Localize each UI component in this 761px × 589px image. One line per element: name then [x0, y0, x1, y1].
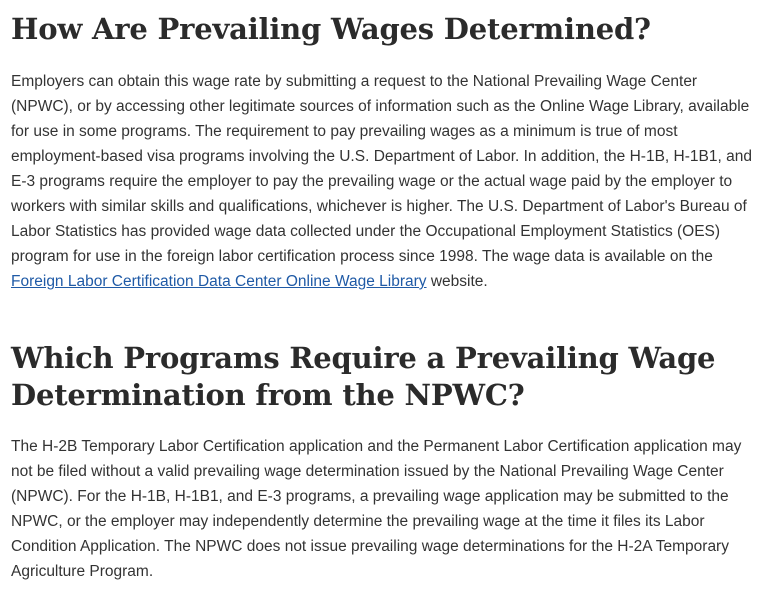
section-heading-npwc-programs: Which Programs Require a Prevailing Wage Determination from the NPWC? — [11, 341, 716, 412]
section-paragraph-npwc-programs: The H-2B Temporary Labor Certification application and the Permanent Labor Certification application may not be filed without a valid prevailing wage determination issued by the National Prevailing Wage Center (NPWC). For the H-1B, H-1B1, and E-3 programs, a prevailing wage application may be submitted to the NPWC, or the employer may independently determine the prevailing wage at the time it files its Labor Condition Application. The NPWC does not issue prevailing wage determinations for the H-2A Temporary Agriculture Program. — [11, 438, 742, 580]
paragraph-text-before-link: Employers can obtain this wage rate by submitting a request to the National Prevailing Wage Center (NPWC), or by accessing other legitimate sources of information such as the Online Wage Library, available for use in some programs. The requirement to pay prevailing wages as a minimum is true of most employment-based visa programs involving the U.S. Department of Labor. In addition, the H-1B, H-1B1, and E-3 programs require the employer to pay the prevailing wage or the actual wage paid by the employer to workers with similar skills and qualifications, whichever is higher. The U.S. Department of Labor's Bureau of Labor Statistics has provided wage data collected under the Occupational Employment Statistics (OES) program for use in the foreign labor certification process since 1998. The wage data is available on the — [11, 73, 752, 265]
online-wage-library-link[interactable]: Foreign Labor Certification Data Center Online Wage Library — [11, 273, 427, 290]
section-paragraph-prevailing-wages — [11, 69, 756, 294]
paragraph-text-after-link: website. — [426, 273, 488, 290]
section-heading-prevailing-wages: How Are Prevailing Wages Determined? — [11, 12, 651, 46]
